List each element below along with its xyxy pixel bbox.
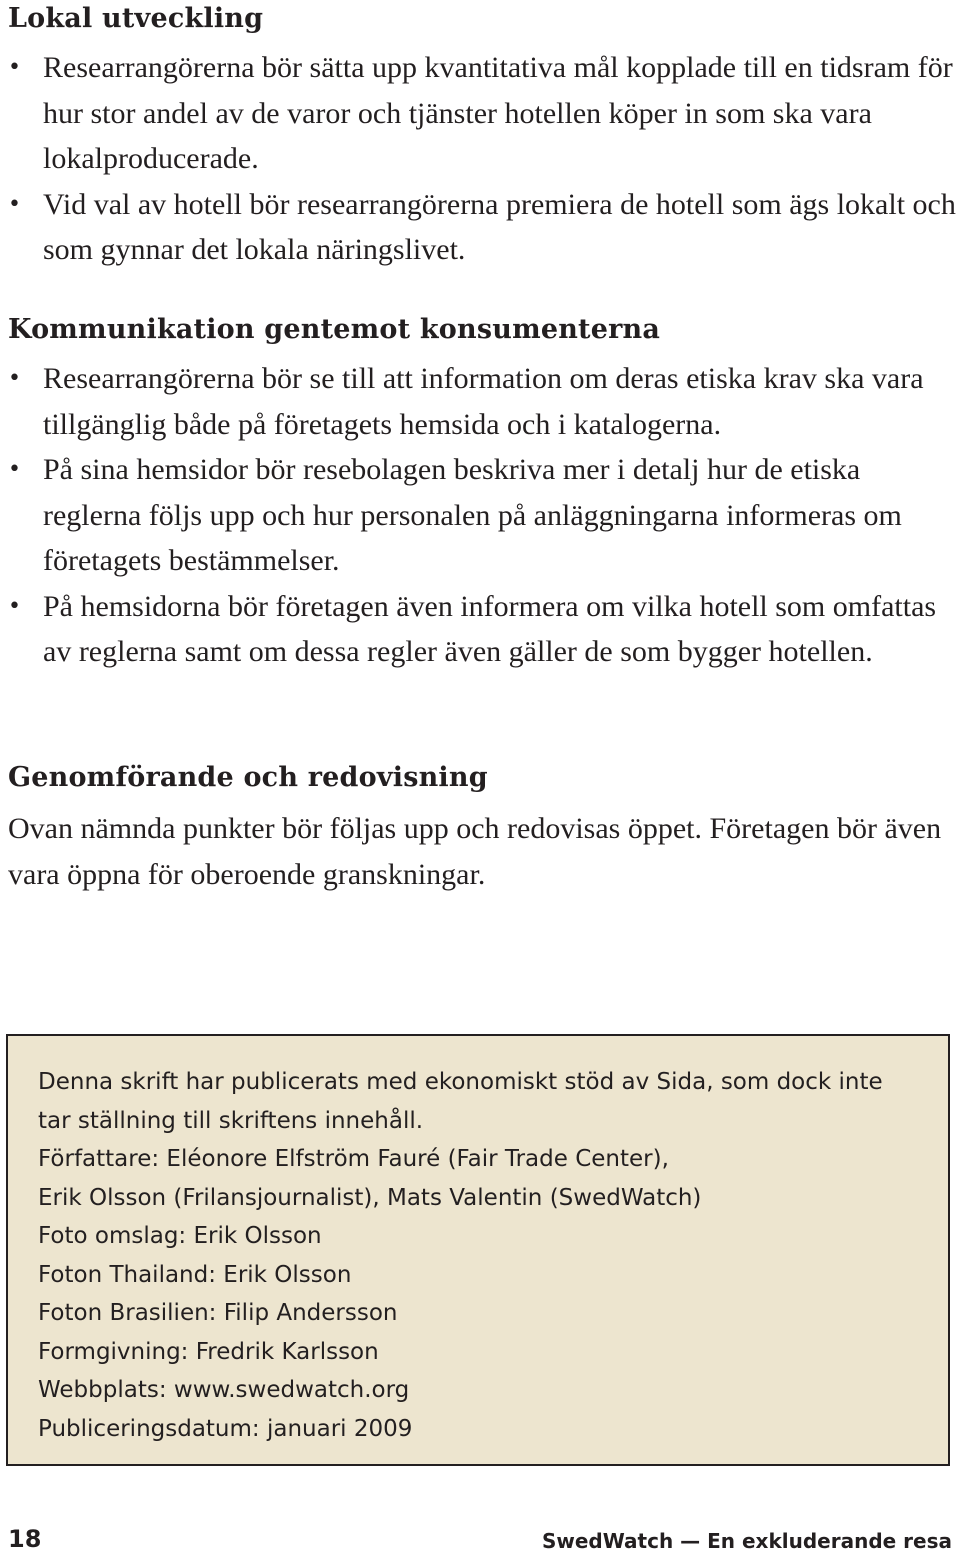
bullet-icon: • [8, 593, 21, 619]
info-line: Foton Brasilien: Filip Andersson [38, 1300, 398, 1326]
running-footer-title: SwedWatch — En exkluderande resa [541, 1529, 952, 1553]
info-line: Publiceringsdatum: januari 2009 [38, 1415, 413, 1442]
paragraph-genomforande: Ovan nämnda punkter bör följas upp och redovisas öppet. Företagen bör även vara öppna för oberoende granskningar. [8, 812, 942, 891]
list-item-text: Researrangörerna bör se till att information om deras etiska krav ska vara tillgänglig både på företagets hemsida och i katalogerna. [43, 362, 924, 441]
bullet-icon: • [8, 191, 21, 217]
section-heading-genomforande: Genomförande och redovisning [8, 762, 488, 793]
info-line: Formgivning: Fredrik Karlsson [38, 1338, 379, 1365]
list-item-text: Researrangörerna bör sätta upp kvantitativa mål kopplade till en tidsram för hur stor andel av de varor och tjänster hotellen köper in som ska vara lokalproducerade. [43, 51, 953, 175]
bullet-list-kommunikation [8, 356, 956, 675]
list-item-text: På hemsidorna bör företagen även informera om vilka hotell som omfattas av reglerna samt om dessa regler även gäller de som bygger hotellen. [43, 589, 937, 668]
bullet-icon: • [8, 457, 21, 482]
list-item-text: Vid val av hotell bör researrangörerna premiera de hotell som ägs lokalt och som gynnar det lokala näringslivet. [43, 187, 956, 266]
list-item [8, 182, 956, 273]
bullet-icon: • [8, 366, 21, 391]
info-line: tar ställning till skriftens innehåll. [38, 1107, 424, 1134]
list-item [8, 356, 956, 447]
info-line: Foton Thailand: Erik Olsson [38, 1261, 352, 1288]
publication-info-lines [38, 1063, 938, 1448]
info-line: Författare: Eléonore Elfström Fauré (Fair Trade Center), [38, 1146, 669, 1172]
page-number: 18 [8, 1525, 42, 1553]
list-item [8, 45, 956, 182]
list-item [8, 447, 956, 584]
info-line: Denna skrift har publicerats med ekonomiskt stöd av Sida, som dock inte [38, 1069, 883, 1095]
bullet-icon: • [8, 55, 21, 80]
publication-info-box [6, 1034, 950, 1466]
list-item [8, 584, 956, 675]
info-line: Foto omslag: Erik Olsson [38, 1223, 322, 1249]
info-line: Erik Olsson (Frilansjournalist), Mats Valentin (SwedWatch) [38, 1184, 702, 1211]
section-heading-lokal-utveckling: Lokal utveckling [8, 3, 264, 34]
list-item-text: På sina hemsidor bör resebolagen beskriva mer i detalj hur de etiska reglerna följs upp och hur personalen på anläggningarna informeras om företagets bestämmelser. [43, 453, 902, 577]
section-heading-kommunikation: Kommunikation gentemot konsumenterna [8, 314, 661, 345]
info-line: Webbplats: www.swedwatch.org [38, 1377, 410, 1403]
bullet-list-lokal-utveckling [8, 45, 956, 273]
